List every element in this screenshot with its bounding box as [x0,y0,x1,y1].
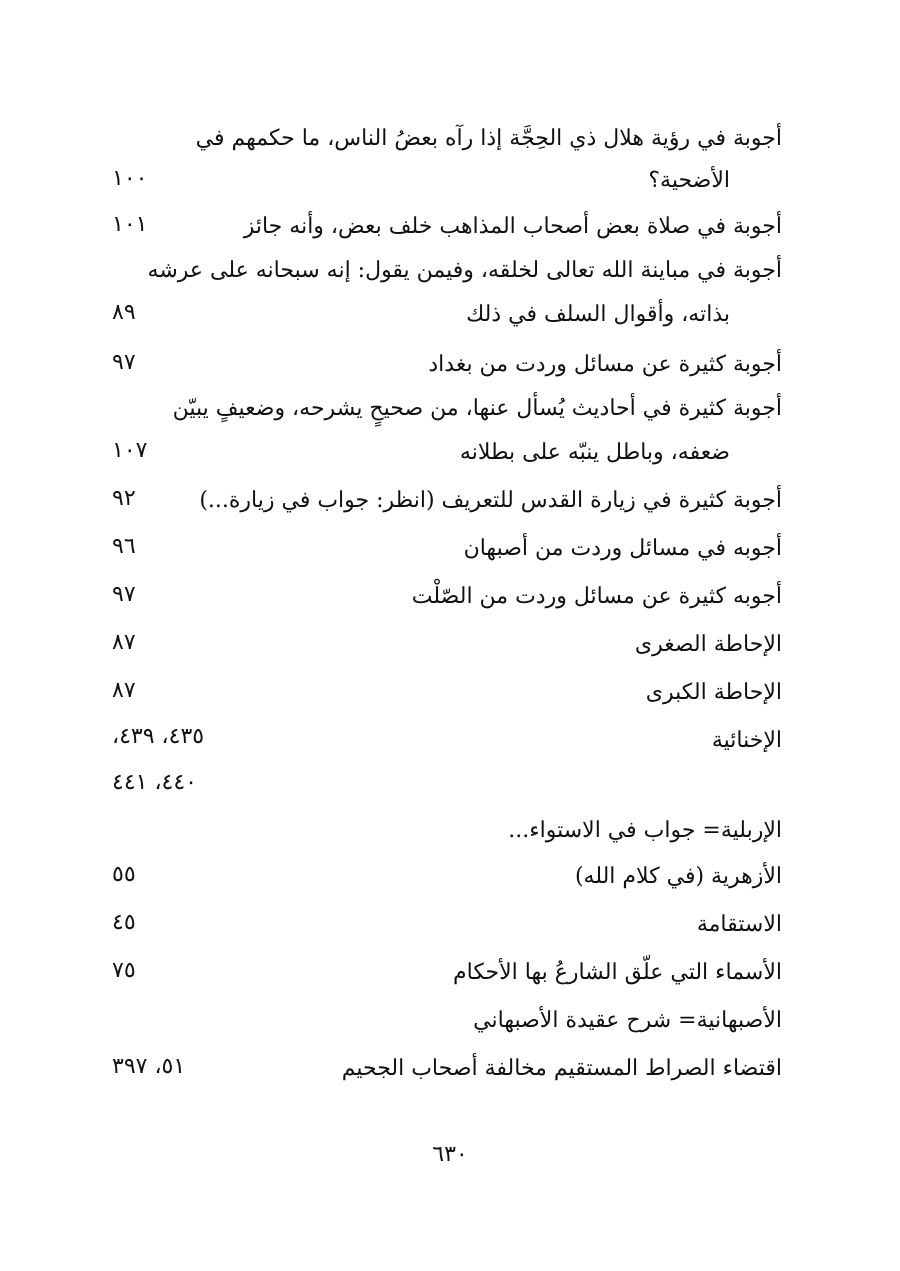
entry-title: اقتضاء الصراط المستقيم مخالفة أصحاب الجحيم [341,1056,782,1081]
entry-continuation: ضعفه، وباطل ينبّه على بطلانه [459,440,730,465]
entry-title: الأزهرية (في كلام الله) [574,864,782,889]
entry-pages: ١٠٧ [112,438,148,463]
entry-pages: ١٠٠ [112,166,148,191]
entry-title: الاستقامة [696,912,782,937]
entry-title: أجوبة كثيرة في أحاديث يُسأل عنها، من صحيحٍ يشرحه، وضعيفٍ يبيّن [172,396,782,421]
entry-pages: ٩٦ [112,534,136,559]
entry-title: الإربلية= جواب في الاستواء... [508,818,782,843]
entry-title: أجوبه في مسائل وردت من أصبهان [463,536,782,561]
entry-pages: ٤٣٥، ٤٣٩، [112,724,205,749]
entry-pages-continued: ٤٤٠، ٤٤١ [112,770,197,795]
entry-title: أجوبة كثيرة في زيارة القدس للتعريف (انظر: جواب في زيارة...) [199,488,782,513]
entry-title: أجوبة كثيرة عن مسائل وردت من بغداد [428,352,782,377]
entry-continuation: الأضحية؟ [648,168,730,193]
entry-pages: ٥١، ٣٩٧ [112,1054,186,1079]
entry-title: أجوبة في رؤية هلال ذي الحِجَّة إذا رآه بعضُ الناس، ما حكمهم في [195,126,782,151]
entry-title: أجوبة في صلاة بعض أصحاب المذاهب خلف بعض، وأنه جائز [243,214,782,239]
entry-pages: ٨٧ [112,678,136,703]
entry-title: أجوبة في مباينة الله تعالى لخلقه، وفيمن يقول: إنه سبحانه على عرشه [147,258,782,283]
entry-pages: ٥٥ [112,862,136,887]
entry-pages: ١٠١ [112,212,148,237]
entry-title: أجوبه كثيرة عن مسائل وردت من الصّلْت [411,584,782,609]
entry-pages: ٨٧ [112,630,136,655]
entry-continuation: بذاته، وأقوال السلف في ذلك [466,302,730,327]
entry-title: الإحاطة الكبرى [645,680,782,705]
entry-pages: ٩٧ [112,350,136,375]
entry-title: الأصبهانية= شرح عقيدة الأصبهاني [473,1008,782,1033]
entry-pages: ٩٧ [112,582,136,607]
entry-pages: ٨٩ [112,300,136,325]
entry-title: الإحاطة الصغرى [634,632,782,657]
entry-pages: ٩٢ [112,486,136,511]
entry-title: الإخنائية [711,728,782,753]
page-number: ٦٣٠ [432,1142,468,1167]
entry-pages: ٧٥ [112,958,136,983]
entry-title: الأسماء التي علّق الشارعُ بها الأحكام [453,960,782,985]
entry-pages: ٤٥ [112,910,136,935]
